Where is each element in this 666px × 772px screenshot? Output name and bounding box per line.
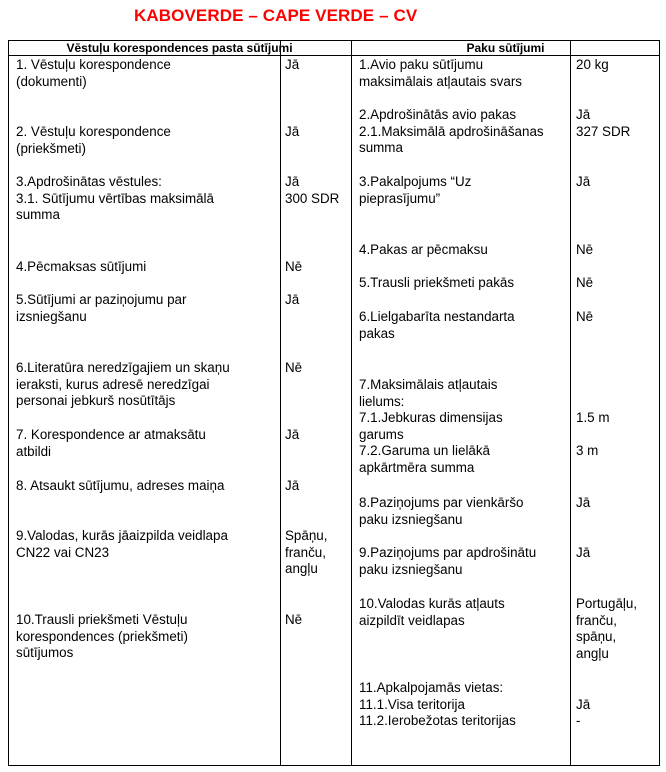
- right-row-2-value: Jā: [576, 107, 591, 122]
- left-row-5-label: 5.Sūtījumi ar paziņojumu par: [16, 292, 187, 307]
- left-row-4-label: 4.Pēcmaksas sūtījumi: [16, 259, 147, 274]
- left-row-6-label: personai jebkurš nosūtītājs: [16, 393, 176, 408]
- left-row-3-label: 3.Apdrošinātas vēstules:: [16, 174, 162, 189]
- right-row-1-value: 20 kg: [576, 57, 609, 72]
- right-row-7-label: garums: [359, 426, 404, 442]
- right-row-2-label: 2.1.Maksimālā apdrošināšanas: [359, 123, 544, 139]
- left-row-3-value: Jā: [285, 174, 300, 189]
- right-row-11-label: 11.Apkalpojamās vietas:: [359, 680, 504, 695]
- right-row-9-label: paku izsniegšanu: [359, 561, 463, 577]
- right-row-11-value: -: [576, 713, 581, 728]
- left-row-6-value: Nē: [285, 360, 303, 375]
- right-row-7-label: lielums:: [359, 393, 405, 409]
- right-row-11-label: 11.1.Visa teritorija: [359, 696, 465, 712]
- left-row-9-value: angļu: [285, 561, 318, 576]
- left-row-10-label: korespondences (priekšmeti): [16, 628, 188, 644]
- header-divider: [8, 55, 660, 56]
- left-row-5-label: izsniegšanu: [16, 308, 87, 324]
- right-row-8-value: Jā: [576, 495, 591, 510]
- right-row-2-label: summa: [359, 140, 403, 155]
- right-row-10-value: franču,: [576, 612, 617, 628]
- left-row-3-label: 3.1. Sūtījumu vērtības maksimālā: [16, 190, 214, 206]
- right-row-2-label: 2.Apdrošinātās avio pakas: [359, 107, 517, 122]
- header-letter-services: Vēstuļu korespondences pasta sūtījumi: [66, 41, 293, 55]
- right-row-5-label: 5.Trausli priekšmeti pakās: [359, 275, 515, 290]
- right-row-2-value: 327 SDR: [576, 123, 631, 139]
- left-row-1-value: Jā: [285, 57, 300, 72]
- left-row-2-label: (priekšmeti): [16, 140, 86, 156]
- column-divider: [280, 40, 281, 766]
- left-row-2-label: 2. Vēstuļu korespondence: [16, 124, 171, 139]
- left-row-9-value: franču,: [285, 544, 326, 560]
- column-divider: [351, 40, 352, 766]
- right-row-7-value: 3 m: [576, 443, 599, 458]
- right-row-4-label: 4.Pakas ar pēcmaksu: [359, 242, 488, 257]
- right-row-8-label: 8.Paziņojums par vienkāršo: [359, 495, 524, 510]
- left-row-10-label: sūtījumos: [16, 645, 74, 660]
- left-row-10-label: 10.Trausli priekšmeti Vēstuļu: [16, 612, 188, 627]
- left-row-7-label: atbildi: [16, 443, 51, 459]
- left-row-6-label: 6.Literatūra neredzīgajiem un skaņu: [16, 360, 230, 375]
- right-row-10-label: 10.Valodas kurās atļauts: [359, 596, 505, 611]
- right-row-5-value: Nē: [576, 275, 594, 290]
- left-row-1-label: (dokumenti): [16, 73, 87, 89]
- right-row-4-value: Nē: [576, 242, 594, 257]
- right-row-3-value: Jā: [576, 174, 591, 189]
- left-row-2-value: Jā: [285, 124, 300, 139]
- right-row-6-label: 6.Lielgabarīta nestandarta: [359, 309, 515, 324]
- left-row-9-value: Spāņu,: [285, 528, 328, 543]
- right-row-10-value: angļu: [576, 645, 609, 661]
- right-row-6-value: Nē: [576, 309, 594, 324]
- left-row-9-label: CN22 vai CN23: [16, 544, 110, 560]
- right-row-6-label: pakas: [359, 325, 395, 341]
- right-row-11-label: 11.2.Ierobežotas teritorijas: [359, 713, 516, 728]
- right-row-7-label: 7.1.Jebkuras dimensijas: [359, 410, 503, 425]
- left-row-8-label: 8. Atsaukt sūtījumu, adreses maiņa: [16, 478, 225, 493]
- right-row-7-label: apkārtmēra summa: [359, 459, 475, 475]
- right-row-11-value: Jā: [576, 696, 591, 712]
- left-row-7-label: 7. Korespondence ar atmaksātu: [16, 427, 206, 442]
- right-row-8-label: paku izsniegšanu: [359, 511, 463, 527]
- right-row-7-value: 1.5 m: [576, 410, 610, 425]
- right-row-10-value: spāņu,: [576, 629, 617, 644]
- right-row-1-label: maksimālais atļautais svars: [359, 73, 522, 89]
- right-row-10-value: Portugāļu,: [576, 596, 638, 611]
- right-row-1-label: 1.Avio paku sūtījumu: [359, 57, 484, 72]
- document-title: KABOVERDE – CAPE VERDE – CV: [134, 6, 418, 25]
- left-row-3-label: summa: [16, 207, 60, 222]
- left-row-9-label: 9.Valodas, kurās jāaizpilda veidlapa: [16, 528, 228, 543]
- header-parcel-services: Paku sūtījumi: [466, 41, 545, 55]
- left-row-7-value: Jā: [285, 427, 300, 442]
- right-row-7-label: 7.2.Garuma un lielākā: [359, 443, 491, 458]
- right-row-9-value: Jā: [576, 545, 591, 560]
- left-row-10-value: Nē: [285, 612, 303, 627]
- left-row-5-value: Jā: [285, 292, 300, 307]
- left-row-1-label: 1. Vēstuļu korespondence: [16, 57, 171, 72]
- right-row-9-label: 9.Paziņojums par apdrošinātu: [359, 545, 537, 560]
- right-row-10-label: aizpildīt veidlapas: [359, 612, 465, 628]
- left-row-8-value: Jā: [285, 478, 300, 493]
- column-divider: [570, 40, 571, 766]
- left-row-6-label: ieraksti, kurus adresē neredzīgai: [16, 376, 210, 392]
- right-row-3-label: pieprasījumu”: [359, 190, 441, 206]
- right-row-3-label: 3.Pakalpojums “Uz: [359, 174, 472, 189]
- left-row-4-value: Nē: [285, 259, 303, 274]
- right-row-7-label: 7.Maksimālais atļautais: [359, 377, 498, 392]
- left-row-3-value: 300 SDR: [285, 190, 340, 206]
